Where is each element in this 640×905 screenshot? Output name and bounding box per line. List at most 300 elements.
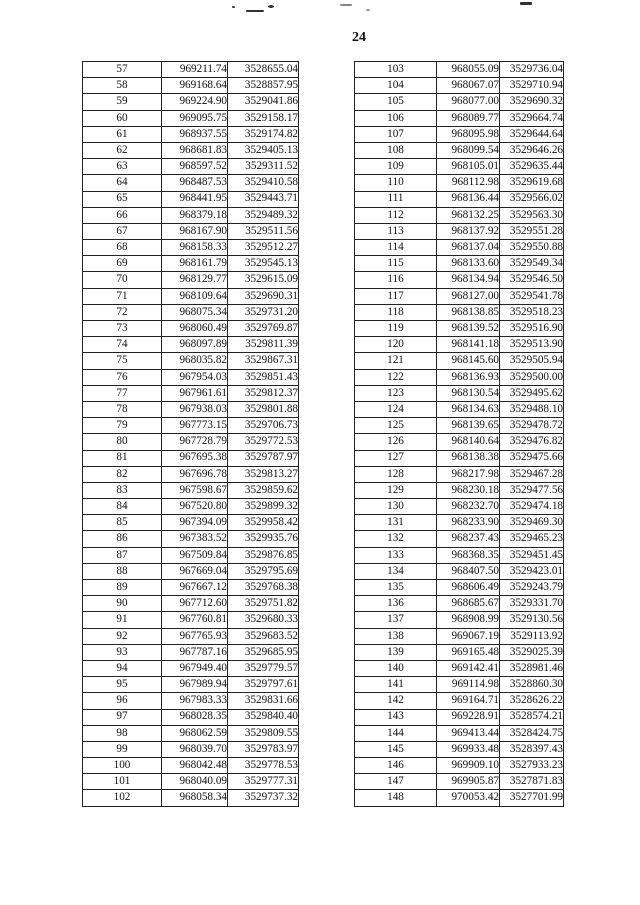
table-row	[355, 223, 564, 239]
table-row	[83, 434, 299, 450]
x-coordinate-cell: 968095.98	[437, 126, 500, 142]
point-number-cell: 118	[355, 304, 437, 320]
y-coordinate-cell: 3529812.37	[228, 385, 299, 401]
x-coordinate-cell: 969165.48	[437, 644, 500, 660]
y-coordinate-cell: 3529831.66	[228, 693, 299, 709]
y-coordinate-cell: 3529467.28	[500, 466, 564, 482]
point-number-cell: 141	[355, 677, 437, 693]
table-row	[355, 159, 564, 175]
scan-speck	[340, 4, 352, 6]
y-coordinate-cell: 3529495.62	[500, 385, 564, 401]
x-coordinate-cell: 970053.42	[437, 790, 500, 806]
x-coordinate-cell: 968058.34	[162, 790, 228, 806]
y-coordinate-cell: 3529516.90	[500, 321, 564, 337]
y-coordinate-cell: 3529644.64	[500, 126, 564, 142]
x-coordinate-cell: 967954.03	[162, 369, 228, 385]
x-coordinate-cell: 969909.10	[437, 758, 500, 774]
y-coordinate-cell: 3529685.95	[228, 644, 299, 660]
y-coordinate-cell: 3529423.01	[500, 563, 564, 579]
point-number-cell: 139	[355, 644, 437, 660]
x-coordinate-cell: 969228.91	[437, 709, 500, 725]
y-coordinate-cell: 3529797.61	[228, 677, 299, 693]
table-row	[355, 369, 564, 385]
y-coordinate-cell: 3528424.75	[500, 725, 564, 741]
y-coordinate-cell: 3529478.72	[500, 418, 564, 434]
y-coordinate-cell: 3529476.82	[500, 434, 564, 450]
point-number-cell: 111	[355, 191, 437, 207]
point-number-cell: 126	[355, 434, 437, 450]
x-coordinate-cell: 967728.79	[162, 434, 228, 450]
point-number-cell: 63	[83, 159, 162, 175]
point-number-cell: 81	[83, 450, 162, 466]
point-number-cell: 102	[83, 790, 162, 806]
y-coordinate-cell: 3529443.71	[228, 191, 299, 207]
y-coordinate-cell: 3529474.18	[500, 499, 564, 515]
table-row	[355, 499, 564, 515]
x-coordinate-cell: 967520.80	[162, 499, 228, 515]
table-row	[83, 175, 299, 191]
x-coordinate-cell: 967787.16	[162, 644, 228, 660]
table-row	[83, 240, 299, 256]
x-coordinate-cell: 968167.90	[162, 223, 228, 239]
x-coordinate-cell: 968112.98	[437, 175, 500, 191]
y-coordinate-cell: 3529851.43	[228, 369, 299, 385]
point-number-cell: 65	[83, 191, 162, 207]
y-coordinate-cell: 3529469.30	[500, 515, 564, 531]
point-number-cell: 101	[83, 774, 162, 790]
x-coordinate-cell: 969933.48	[437, 741, 500, 757]
y-coordinate-cell: 3529551.28	[500, 223, 564, 239]
table-row	[83, 142, 299, 158]
table-row	[355, 450, 564, 466]
x-coordinate-cell: 968136.93	[437, 369, 500, 385]
scan-speck	[520, 2, 532, 5]
point-number-cell: 143	[355, 709, 437, 725]
point-number-cell: 70	[83, 272, 162, 288]
table-row	[355, 580, 564, 596]
x-coordinate-cell: 968138.38	[437, 450, 500, 466]
x-coordinate-cell: 968137.92	[437, 223, 500, 239]
y-coordinate-cell: 3529664.74	[500, 110, 564, 126]
table-row	[83, 482, 299, 498]
y-coordinate-cell: 3529635.44	[500, 159, 564, 175]
x-coordinate-cell: 968232.70	[437, 499, 500, 515]
y-coordinate-cell: 3529768.38	[228, 580, 299, 596]
point-number-cell: 90	[83, 596, 162, 612]
point-number-cell: 114	[355, 240, 437, 256]
table-row	[355, 175, 564, 191]
x-coordinate-cell: 968139.65	[437, 418, 500, 434]
x-coordinate-cell: 968089.77	[437, 110, 500, 126]
table-row	[83, 693, 299, 709]
table-row	[83, 126, 299, 142]
table-row	[355, 240, 564, 256]
table-row	[355, 401, 564, 417]
y-coordinate-cell: 3528626.22	[500, 693, 564, 709]
y-coordinate-cell: 3529731.20	[228, 304, 299, 320]
y-coordinate-cell: 3529410.58	[228, 175, 299, 191]
table-row	[355, 353, 564, 369]
table-row	[355, 78, 564, 94]
page-number: 24	[352, 30, 366, 45]
table-row	[83, 321, 299, 337]
point-number-cell: 129	[355, 482, 437, 498]
y-coordinate-cell: 3529801.88	[228, 401, 299, 417]
table-row	[355, 466, 564, 482]
x-coordinate-cell: 969168.64	[162, 78, 228, 94]
y-coordinate-cell: 3529809.55	[228, 725, 299, 741]
x-coordinate-cell: 968161.79	[162, 256, 228, 272]
x-coordinate-cell: 968937.55	[162, 126, 228, 142]
y-coordinate-cell: 3529680.33	[228, 612, 299, 628]
point-number-cell: 100	[83, 758, 162, 774]
table-row	[83, 223, 299, 239]
table-row	[355, 207, 564, 223]
table-row	[355, 385, 564, 401]
y-coordinate-cell: 3529563.30	[500, 207, 564, 223]
point-number-cell: 75	[83, 353, 162, 369]
table-row	[83, 612, 299, 628]
table-row	[83, 466, 299, 482]
x-coordinate-cell: 968136.44	[437, 191, 500, 207]
table-row	[355, 110, 564, 126]
x-coordinate-cell: 967383.52	[162, 531, 228, 547]
y-coordinate-cell: 3529549.34	[500, 256, 564, 272]
point-number-cell: 119	[355, 321, 437, 337]
y-coordinate-cell: 3529243.79	[500, 580, 564, 596]
y-coordinate-cell: 3528655.04	[228, 62, 299, 78]
point-number-cell: 69	[83, 256, 162, 272]
x-coordinate-cell: 968441.95	[162, 191, 228, 207]
x-coordinate-cell: 968075.34	[162, 304, 228, 320]
y-coordinate-cell: 3529405.13	[228, 142, 299, 158]
table-row	[355, 563, 564, 579]
x-coordinate-cell: 968134.94	[437, 272, 500, 288]
x-coordinate-cell: 967669.04	[162, 563, 228, 579]
x-coordinate-cell: 968062.59	[162, 725, 228, 741]
point-number-cell: 125	[355, 418, 437, 434]
x-coordinate-cell: 968130.54	[437, 385, 500, 401]
y-coordinate-cell: 3528981.46	[500, 660, 564, 676]
y-coordinate-cell: 3529795.69	[228, 563, 299, 579]
table-row	[83, 677, 299, 693]
table-row	[83, 288, 299, 304]
point-number-cell: 138	[355, 628, 437, 644]
point-number-cell: 99	[83, 741, 162, 757]
y-coordinate-cell: 3529465.23	[500, 531, 564, 547]
point-number-cell: 122	[355, 369, 437, 385]
table-row	[83, 580, 299, 596]
y-coordinate-cell: 3529772.53	[228, 434, 299, 450]
table-row	[355, 596, 564, 612]
table-row	[83, 385, 299, 401]
table-row	[83, 272, 299, 288]
x-coordinate-cell: 968140.64	[437, 434, 500, 450]
point-number-cell: 78	[83, 401, 162, 417]
table-row	[355, 142, 564, 158]
table-row	[355, 677, 564, 693]
x-coordinate-cell: 967938.03	[162, 401, 228, 417]
point-number-cell: 136	[355, 596, 437, 612]
scan-speck	[232, 6, 235, 8]
point-number-cell: 73	[83, 321, 162, 337]
table-row	[83, 62, 299, 78]
x-coordinate-cell: 969067.19	[437, 628, 500, 644]
x-coordinate-cell: 968035.82	[162, 353, 228, 369]
table-row	[355, 758, 564, 774]
y-coordinate-cell: 3529690.32	[500, 94, 564, 110]
table-row	[355, 693, 564, 709]
y-coordinate-cell: 3529811.39	[228, 337, 299, 353]
table-row	[355, 612, 564, 628]
table-row	[355, 741, 564, 757]
y-coordinate-cell: 3529899.32	[228, 499, 299, 515]
table-row	[83, 337, 299, 353]
y-coordinate-cell: 3529488.10	[500, 401, 564, 417]
y-coordinate-cell: 3529113.92	[500, 628, 564, 644]
x-coordinate-cell: 968040.09	[162, 774, 228, 790]
table-row	[355, 126, 564, 142]
table-row	[83, 418, 299, 434]
y-coordinate-cell: 3529451.45	[500, 547, 564, 563]
x-coordinate-cell: 969413.44	[437, 725, 500, 741]
x-coordinate-cell: 968233.90	[437, 515, 500, 531]
point-number-cell: 91	[83, 612, 162, 628]
table-row	[83, 401, 299, 417]
x-coordinate-cell: 967989.94	[162, 677, 228, 693]
scan-speck	[366, 9, 370, 11]
y-coordinate-cell: 3529500.00	[500, 369, 564, 385]
table-row	[83, 628, 299, 644]
point-number-cell: 64	[83, 175, 162, 191]
x-coordinate-cell: 967760.81	[162, 612, 228, 628]
point-number-cell: 135	[355, 580, 437, 596]
table-row	[83, 644, 299, 660]
point-number-cell: 116	[355, 272, 437, 288]
x-coordinate-cell: 968138.85	[437, 304, 500, 320]
point-number-cell: 62	[83, 142, 162, 158]
point-number-cell: 74	[83, 337, 162, 353]
point-number-cell: 130	[355, 499, 437, 515]
x-coordinate-cell: 967695.38	[162, 450, 228, 466]
point-number-cell: 58	[83, 78, 162, 94]
x-coordinate-cell: 969142.41	[437, 660, 500, 676]
coordinates-table-right	[354, 61, 564, 807]
y-coordinate-cell: 3529505.94	[500, 353, 564, 369]
point-number-cell: 104	[355, 78, 437, 94]
x-coordinate-cell: 967696.78	[162, 466, 228, 482]
table-row	[83, 369, 299, 385]
point-number-cell: 71	[83, 288, 162, 304]
table-row	[83, 78, 299, 94]
table-row	[355, 531, 564, 547]
point-number-cell: 82	[83, 466, 162, 482]
y-coordinate-cell: 3527871.83	[500, 774, 564, 790]
point-number-cell: 128	[355, 466, 437, 482]
x-coordinate-cell: 967667.12	[162, 580, 228, 596]
table-row	[83, 725, 299, 741]
y-coordinate-cell: 3529546.50	[500, 272, 564, 288]
x-coordinate-cell: 967765.93	[162, 628, 228, 644]
point-number-cell: 146	[355, 758, 437, 774]
point-number-cell: 137	[355, 612, 437, 628]
y-coordinate-cell: 3529876.85	[228, 547, 299, 563]
y-coordinate-cell: 3529518.23	[500, 304, 564, 320]
x-coordinate-cell: 968099.54	[437, 142, 500, 158]
table-row	[83, 256, 299, 272]
x-coordinate-cell: 968237.43	[437, 531, 500, 547]
y-coordinate-cell: 3529777.31	[228, 774, 299, 790]
point-number-cell: 112	[355, 207, 437, 223]
x-coordinate-cell: 968067.07	[437, 78, 500, 94]
y-coordinate-cell: 3529840.40	[228, 709, 299, 725]
point-number-cell: 148	[355, 790, 437, 806]
table-row	[355, 272, 564, 288]
table-row	[83, 499, 299, 515]
table-row	[355, 321, 564, 337]
point-number-cell: 86	[83, 531, 162, 547]
x-coordinate-cell: 968097.89	[162, 337, 228, 353]
x-coordinate-cell: 968217.98	[437, 466, 500, 482]
x-coordinate-cell: 968158.33	[162, 240, 228, 256]
point-number-cell: 89	[83, 580, 162, 596]
table-row	[83, 159, 299, 175]
x-coordinate-cell: 968127.00	[437, 288, 500, 304]
y-coordinate-cell: 3529690.31	[228, 288, 299, 304]
x-coordinate-cell: 968060.49	[162, 321, 228, 337]
table-row	[355, 725, 564, 741]
y-coordinate-cell: 3529787.97	[228, 450, 299, 466]
y-coordinate-cell: 3529710.94	[500, 78, 564, 94]
point-number-cell: 117	[355, 288, 437, 304]
point-number-cell: 105	[355, 94, 437, 110]
x-coordinate-cell: 967598.67	[162, 482, 228, 498]
y-coordinate-cell: 3529615.09	[228, 272, 299, 288]
x-coordinate-cell: 968028.35	[162, 709, 228, 725]
y-coordinate-cell: 3529646.26	[500, 142, 564, 158]
table-row	[83, 353, 299, 369]
x-coordinate-cell: 968908.99	[437, 612, 500, 628]
x-coordinate-cell: 967983.33	[162, 693, 228, 709]
y-coordinate-cell: 3529513.90	[500, 337, 564, 353]
point-number-cell: 107	[355, 126, 437, 142]
y-coordinate-cell: 3529550.88	[500, 240, 564, 256]
point-number-cell: 68	[83, 240, 162, 256]
y-coordinate-cell: 3529867.31	[228, 353, 299, 369]
y-coordinate-cell: 3529158.17	[228, 110, 299, 126]
point-number-cell: 127	[355, 450, 437, 466]
y-coordinate-cell: 3528860.30	[500, 677, 564, 693]
point-number-cell: 110	[355, 175, 437, 191]
x-coordinate-cell: 969905.87	[437, 774, 500, 790]
x-coordinate-cell: 968105.01	[437, 159, 500, 175]
table-row	[355, 191, 564, 207]
point-number-cell: 147	[355, 774, 437, 790]
x-coordinate-cell: 968597.52	[162, 159, 228, 175]
point-number-cell: 103	[355, 62, 437, 78]
x-coordinate-cell: 968407.50	[437, 563, 500, 579]
y-coordinate-cell: 3529769.87	[228, 321, 299, 337]
point-number-cell: 97	[83, 709, 162, 725]
table-row	[83, 709, 299, 725]
x-coordinate-cell: 969164.71	[437, 693, 500, 709]
table-row	[355, 547, 564, 563]
point-number-cell: 124	[355, 401, 437, 417]
point-number-cell: 92	[83, 628, 162, 644]
point-number-cell: 109	[355, 159, 437, 175]
point-number-cell: 83	[83, 482, 162, 498]
x-coordinate-cell: 968077.00	[437, 94, 500, 110]
table-row	[355, 790, 564, 806]
x-coordinate-cell: 968109.64	[162, 288, 228, 304]
y-coordinate-cell: 3529737.32	[228, 790, 299, 806]
point-number-cell: 85	[83, 515, 162, 531]
point-number-cell: 72	[83, 304, 162, 320]
table-row	[83, 110, 299, 126]
y-coordinate-cell: 3528574.21	[500, 709, 564, 725]
table-row	[355, 709, 564, 725]
point-number-cell: 145	[355, 741, 437, 757]
point-number-cell: 76	[83, 369, 162, 385]
x-coordinate-cell: 968042.48	[162, 758, 228, 774]
y-coordinate-cell: 3529783.97	[228, 741, 299, 757]
table-row	[83, 304, 299, 320]
table-row	[355, 515, 564, 531]
point-number-cell: 60	[83, 110, 162, 126]
x-coordinate-cell: 968368.35	[437, 547, 500, 563]
point-number-cell: 77	[83, 385, 162, 401]
x-coordinate-cell: 969211.74	[162, 62, 228, 78]
table-row	[355, 337, 564, 353]
y-coordinate-cell: 3529545.13	[228, 256, 299, 272]
x-coordinate-cell: 968230.18	[437, 482, 500, 498]
x-coordinate-cell: 968137.04	[437, 240, 500, 256]
point-number-cell: 59	[83, 94, 162, 110]
point-number-cell: 96	[83, 693, 162, 709]
x-coordinate-cell: 968141.18	[437, 337, 500, 353]
table-row	[83, 547, 299, 563]
y-coordinate-cell: 3529174.82	[228, 126, 299, 142]
table-row	[355, 418, 564, 434]
x-coordinate-cell: 967773.15	[162, 418, 228, 434]
table-row	[355, 434, 564, 450]
point-number-cell: 140	[355, 660, 437, 676]
table-row	[355, 774, 564, 790]
table-row	[355, 62, 564, 78]
point-number-cell: 134	[355, 563, 437, 579]
x-coordinate-cell: 967394.09	[162, 515, 228, 531]
point-number-cell: 132	[355, 531, 437, 547]
table-row	[83, 758, 299, 774]
scan-speck	[268, 5, 274, 8]
x-coordinate-cell: 967961.61	[162, 385, 228, 401]
y-coordinate-cell: 3529489.32	[228, 207, 299, 223]
point-number-cell: 57	[83, 62, 162, 78]
point-number-cell: 94	[83, 660, 162, 676]
point-number-cell: 106	[355, 110, 437, 126]
y-coordinate-cell: 3529041.86	[228, 94, 299, 110]
y-coordinate-cell: 3529512.27	[228, 240, 299, 256]
point-number-cell: 121	[355, 353, 437, 369]
y-coordinate-cell: 3527701.99	[500, 790, 564, 806]
table-row	[355, 288, 564, 304]
point-number-cell: 123	[355, 385, 437, 401]
point-number-cell: 120	[355, 337, 437, 353]
table-row	[355, 94, 564, 110]
point-number-cell: 142	[355, 693, 437, 709]
point-number-cell: 131	[355, 515, 437, 531]
point-number-cell: 67	[83, 223, 162, 239]
